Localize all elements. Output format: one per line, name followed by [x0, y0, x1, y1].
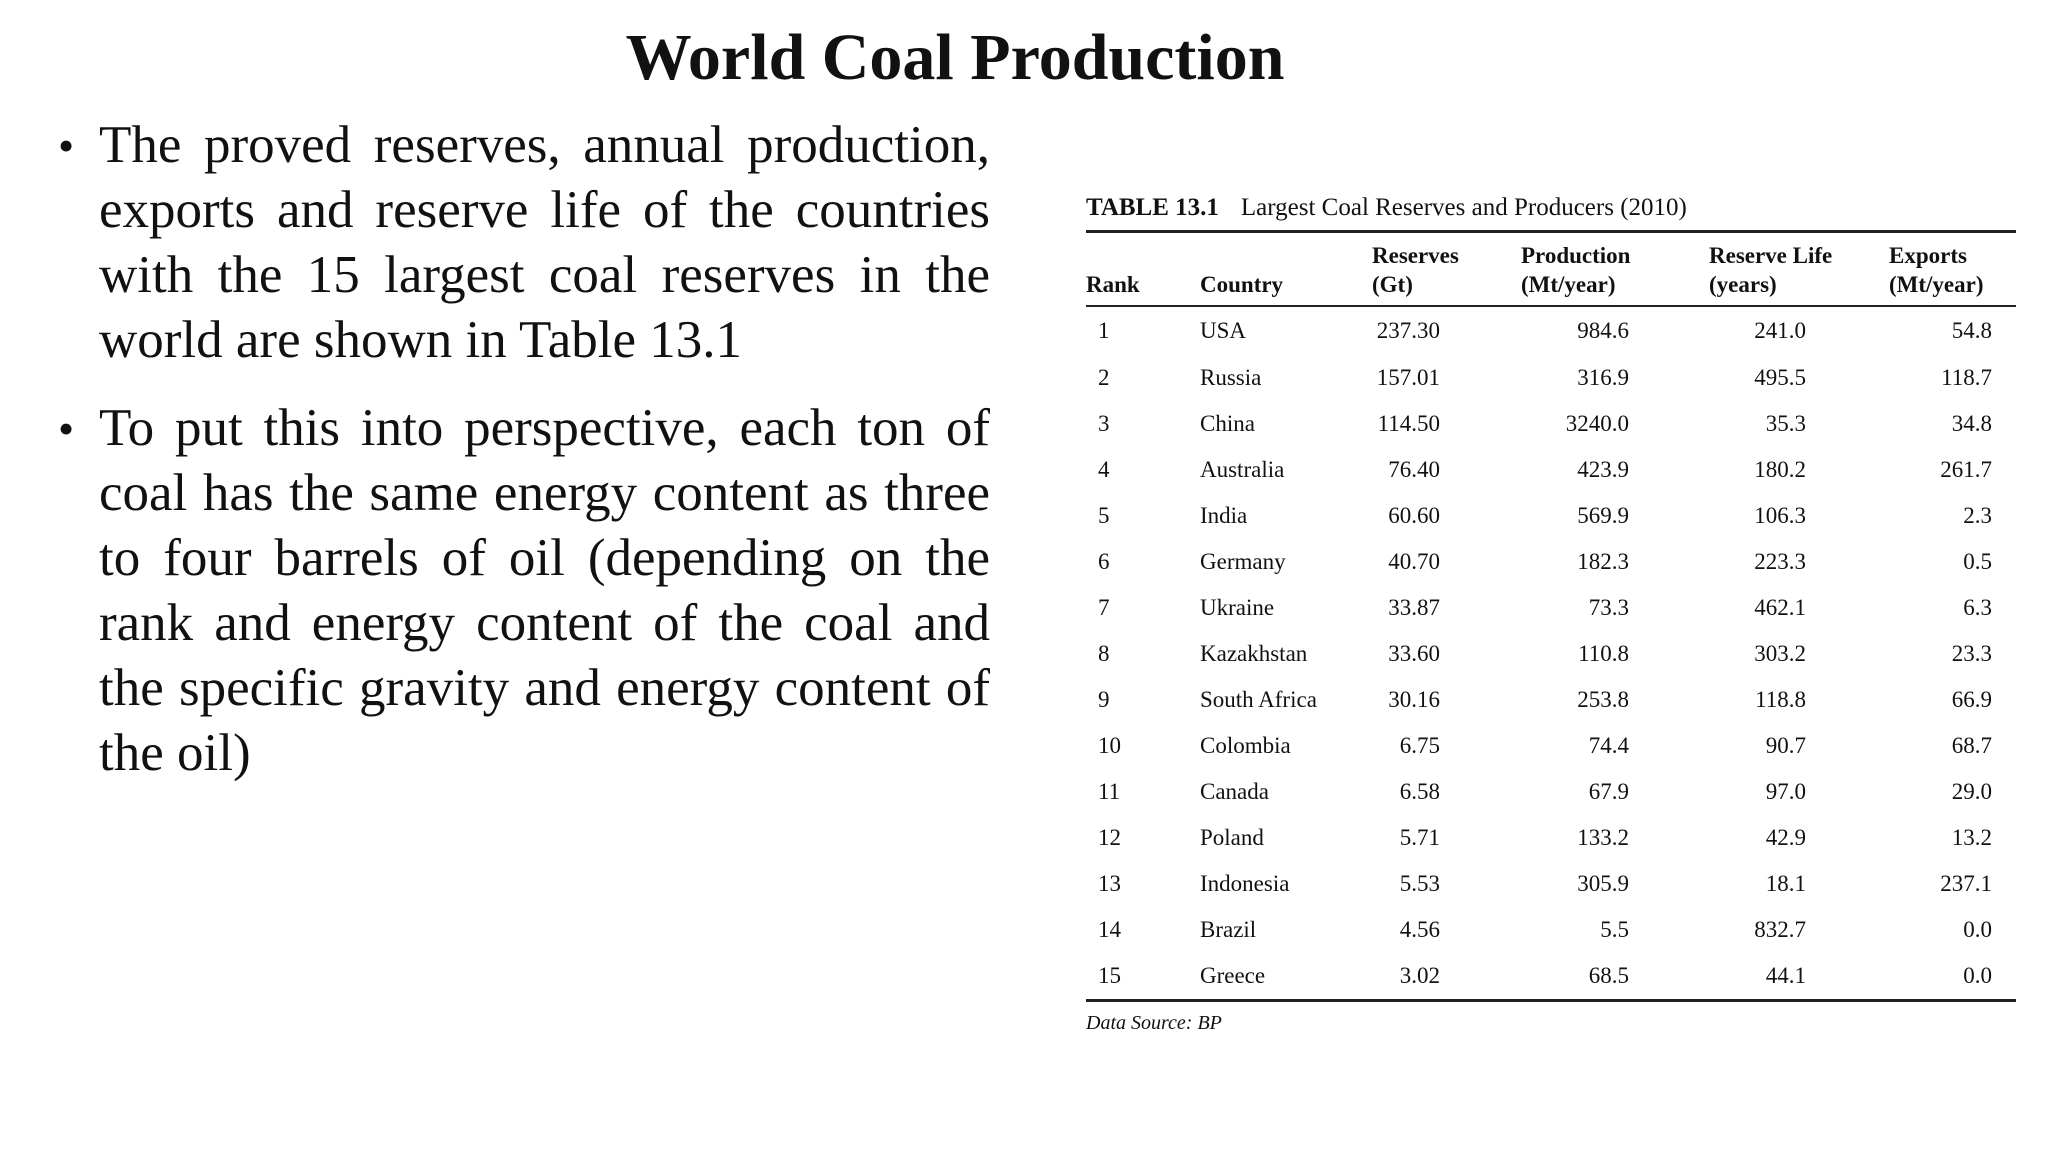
cell-exports: 66.9 [1951, 687, 1992, 712]
cell-exports: 68.7 [1951, 733, 1992, 758]
cell-rank: 10 [1098, 733, 1121, 758]
cell-production: 984.6 [1577, 318, 1629, 343]
cell-reserves: 30.16 [1388, 687, 1440, 712]
table-body [1086, 306, 2016, 1001]
cell-rank: 5 [1098, 503, 1110, 528]
table-row [1086, 723, 2016, 769]
cell-reserve-life: 106.3 [1754, 503, 1806, 528]
cell-production: 67.9 [1588, 779, 1629, 804]
header-reserves: Reserves (Gt) [1372, 232, 1521, 307]
table-caption-title: Largest Coal Reserves and Producers (2010) [1240, 194, 1687, 221]
cell-reserves: 3.02 [1399, 963, 1440, 988]
cell-exports: 118.7 [1941, 365, 1992, 390]
bullet-item [58, 396, 990, 786]
bullet-text: The proved reserves, annual production, exports and reserve life of the countries with the 15 largest coal reserves in the world are shown in Table 13.1 [99, 116, 990, 369]
header-reserve-life: Reserve Life (years) [1709, 232, 1889, 307]
coal-table [1086, 230, 2016, 1002]
table-row [1086, 355, 2016, 401]
table-row [1086, 861, 2016, 907]
cell-country: Australia [1200, 457, 1285, 482]
cell-exports: 13.2 [1951, 825, 1992, 850]
cell-exports: 237.1 [1940, 871, 1992, 896]
header-production: Production (Mt/year) [1521, 232, 1709, 307]
table-row [1086, 539, 2016, 585]
cell-production: 253.8 [1577, 687, 1629, 712]
cell-exports: 6.3 [1963, 595, 1992, 620]
cell-exports: 0.5 [1963, 549, 1992, 574]
cell-reserve-life: 90.7 [1765, 733, 1806, 758]
cell-country: Poland [1200, 825, 1264, 850]
table-row [1086, 907, 2016, 953]
cell-exports: 2.3 [1963, 503, 1992, 528]
cell-production: 569.9 [1577, 503, 1629, 528]
cell-reserve-life: 42.9 [1765, 825, 1806, 850]
cell-reserves: 5.71 [1399, 825, 1440, 850]
cell-rank: 1 [1098, 318, 1110, 343]
table-row [1086, 306, 2016, 355]
cell-reserve-life: 180.2 [1754, 457, 1806, 482]
cell-reserve-life: 462.1 [1754, 595, 1806, 620]
table-row [1086, 769, 2016, 815]
cell-country: Russia [1200, 365, 1262, 390]
cell-country: Colombia [1200, 733, 1291, 758]
cell-production: 74.4 [1588, 733, 1629, 758]
cell-country: USA [1200, 318, 1247, 343]
cell-production: 423.9 [1577, 457, 1629, 482]
cell-production: 73.3 [1588, 595, 1629, 620]
cell-reserve-life: 97.0 [1765, 779, 1806, 804]
cell-country: Indonesia [1200, 871, 1290, 896]
cell-production: 68.5 [1588, 963, 1629, 988]
cell-exports: 0.0 [1963, 963, 1992, 988]
cell-reserve-life: 118.8 [1755, 687, 1806, 712]
coal-table-figure [1086, 188, 2016, 1035]
cell-exports: 29.0 [1951, 779, 1992, 804]
cell-production: 5.5 [1600, 917, 1629, 942]
cell-rank: 4 [1098, 457, 1110, 482]
table-row [1086, 447, 2016, 493]
cell-production: 316.9 [1577, 365, 1629, 390]
cell-reserve-life: 35.3 [1765, 411, 1806, 436]
header-exports: Exports (Mt/year) [1889, 232, 2016, 307]
cell-reserves: 114.50 [1377, 411, 1440, 436]
table-source: Data Source: BP [1086, 1012, 1222, 1034]
cell-reserves: 60.60 [1388, 503, 1440, 528]
cell-reserves: 237.30 [1376, 318, 1440, 343]
cell-rank: 13 [1098, 871, 1121, 896]
cell-rank: 7 [1098, 595, 1110, 620]
cell-exports: 23.3 [1951, 641, 1992, 666]
cell-country: Greece [1200, 963, 1266, 988]
cell-reserve-life: 241.0 [1754, 318, 1806, 343]
cell-reserves: 33.87 [1388, 595, 1440, 620]
cell-exports: 54.8 [1951, 318, 1992, 343]
header-rank: Rank [1086, 232, 1200, 307]
table-caption-number: TABLE 13.1 [1086, 194, 1219, 221]
cell-reserve-life: 495.5 [1754, 365, 1806, 390]
cell-exports: 261.7 [1940, 457, 1992, 482]
bullet-item [58, 113, 990, 373]
cell-rank: 8 [1098, 641, 1110, 666]
cell-exports: 34.8 [1951, 411, 1992, 436]
table-row [1086, 631, 2016, 677]
cell-production: 3240.0 [1565, 411, 1629, 436]
cell-production: 133.2 [1577, 825, 1629, 850]
bullet-icon: • [58, 120, 75, 171]
cell-country: China [1200, 411, 1255, 436]
cell-reserves: 76.40 [1388, 457, 1440, 482]
cell-country: Ukraine [1200, 595, 1275, 620]
cell-rank: 6 [1098, 549, 1110, 574]
table-row [1086, 953, 2016, 1001]
slide-title: World Coal Production [625, 21, 1285, 94]
cell-rank: 12 [1098, 825, 1121, 850]
cell-reserves: 40.70 [1388, 549, 1440, 574]
cell-country: India [1200, 503, 1248, 528]
cell-rank: 11 [1098, 779, 1121, 804]
cell-reserves: 5.53 [1399, 871, 1440, 896]
bullet-list [58, 113, 990, 809]
cell-reserves: 6.58 [1399, 779, 1440, 804]
cell-reserve-life: 303.2 [1754, 641, 1806, 666]
table-row [1086, 401, 2016, 447]
cell-exports: 0.0 [1963, 917, 1992, 942]
table-header-row [1086, 232, 2016, 307]
cell-reserves: 4.56 [1399, 917, 1440, 942]
cell-reserve-life: 44.1 [1765, 963, 1806, 988]
table-row [1086, 815, 2016, 861]
cell-production: 305.9 [1577, 871, 1629, 896]
cell-reserve-life: 18.1 [1765, 871, 1806, 896]
cell-reserve-life: 223.3 [1754, 549, 1806, 574]
table-caption [1086, 188, 2016, 230]
cell-country: Germany [1200, 549, 1286, 574]
cell-rank: 9 [1098, 687, 1110, 712]
table-row [1086, 493, 2016, 539]
cell-rank: 14 [1098, 917, 1121, 942]
table-row [1086, 585, 2016, 631]
cell-production: 182.3 [1577, 549, 1629, 574]
cell-rank: 3 [1098, 411, 1110, 436]
bullet-text: To put this into perspective, each ton of coal has the same energy content as three to four barrels of oil (depending on the rank and energy content of the coal and the specific gravity and energy content of the oil) [99, 399, 990, 782]
cell-production: 110.8 [1578, 641, 1629, 666]
cell-country: Kazakhstan [1200, 641, 1308, 666]
bullet-icon: • [58, 403, 75, 454]
cell-reserve-life: 832.7 [1754, 917, 1806, 942]
header-country: Country [1200, 232, 1372, 307]
cell-reserves: 6.75 [1399, 733, 1440, 758]
cell-reserves: 157.01 [1376, 365, 1440, 390]
cell-rank: 2 [1098, 365, 1110, 390]
cell-country: Brazil [1200, 917, 1257, 942]
cell-reserves: 33.60 [1388, 641, 1440, 666]
cell-rank: 15 [1098, 963, 1121, 988]
cell-country: Canada [1200, 779, 1269, 804]
table-row [1086, 677, 2016, 723]
cell-country: South Africa [1200, 687, 1317, 712]
